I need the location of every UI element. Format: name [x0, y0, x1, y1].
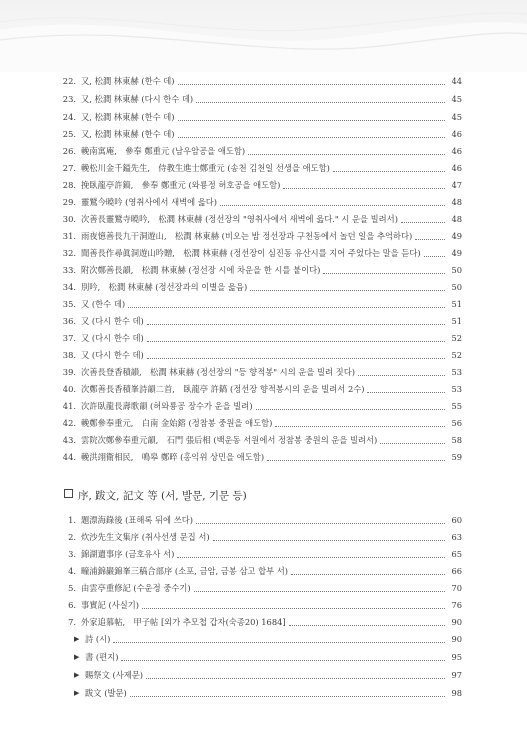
dot-leader	[147, 340, 445, 342]
dot-leader	[289, 624, 445, 626]
entry-title: 次許臥龍長壽歌韻 (허와룡공 장수가 운을 빌려)	[81, 401, 253, 411]
entry-number: 6.	[68, 600, 76, 610]
toc-entry	[58, 212, 462, 227]
entry-title: 次鄭善長香積峯詩韻二首, 臥龍亭 許鎬 (정선장 향적봉시의 운을 빌려서 2수)	[81, 384, 365, 394]
entry-title: 炊沙先生文集序 (취사선생 문집 서)	[81, 532, 210, 542]
dot-leader	[283, 187, 445, 189]
toc-entry	[58, 547, 462, 562]
entry-page: 48	[451, 197, 462, 207]
entry-page: 53	[451, 367, 462, 377]
entry-page: 47	[451, 180, 462, 190]
entry-title: 又, 松澗 林東赫 (한수 데)	[81, 112, 175, 122]
entry-title: 輓鄭參奉重元, 白南 金始鎔 (정참봉 중원을 애도함)	[81, 418, 273, 428]
dot-leader	[194, 590, 445, 592]
dot-leader	[424, 255, 445, 257]
dot-leader	[367, 391, 445, 393]
entry-number: 38.	[62, 350, 76, 360]
entry-page: 49	[451, 231, 462, 241]
dot-leader	[142, 607, 445, 609]
entry-title: 又 (다시 한수 데)	[81, 333, 144, 343]
section-title: 序, 跋文, 記文 等 (서, 발문, 기문 등)	[78, 490, 247, 502]
entry-number: 3.	[68, 549, 76, 559]
subentry-page: 90	[451, 634, 462, 644]
dot-leader	[323, 272, 445, 274]
entry-title: 次善長靈鷲寺曉吟, 松澗 林東赫 (정선장의 "영취사에서 새벽에 읊다." 시 운을 빌려서)	[81, 214, 398, 224]
entry-title: 題漂海錄後 (표해록 뒤에 쓰다)	[81, 515, 193, 525]
entry-title: 又 (다시 한수 데)	[81, 350, 144, 360]
entry-title: 輓松川金千鎰先生, 侍教生進士鄭重元 (송천 김천일 선생을 애도함)	[81, 163, 330, 173]
subentry-title: 詩 (시)	[85, 634, 111, 644]
entry-page: 48	[451, 214, 462, 224]
entry-page: 50	[451, 282, 462, 292]
entry-page: 76	[451, 600, 462, 610]
triangle-bullet-icon: ▶	[74, 635, 80, 643]
entry-title: 事實記 (사실기)	[81, 600, 140, 610]
entry-page: 51	[451, 299, 462, 309]
entry-title: 又, 松澗 林東赫 (다시 한수 데)	[81, 94, 194, 104]
entry-page: 52	[451, 333, 462, 343]
entry-number: 37.	[62, 333, 76, 343]
triangle-bullet-icon: ▶	[74, 671, 80, 679]
entry-number: 34.	[62, 282, 76, 292]
entry-number: 41.	[62, 401, 76, 411]
subentry-title: 賜祭文 (사제문)	[85, 670, 144, 680]
entry-page: 44	[451, 76, 462, 86]
triangle-bullet-icon: ▶	[74, 653, 80, 661]
entry-number: 42.	[62, 418, 76, 428]
entry-number: 32.	[62, 248, 76, 258]
entry-title: 靈鷲今曉吟 (영취사에서 새벽에 읊다)	[81, 197, 218, 207]
entry-title: 輓洪翊衛相民, 鳴皋 鄭晬 (홍익위 상민을 애도함)	[81, 452, 265, 462]
entry-title: 雨夜憶善長九干洞遊山, 松澗 林東赫 (비오는 밤 정선장과 구천동에서 놀던 일을 추억하다)	[81, 231, 413, 241]
entry-number: 36.	[62, 316, 76, 326]
toc-entry	[58, 195, 462, 210]
entry-number: 25.	[62, 129, 76, 139]
dot-leader	[130, 695, 445, 697]
toc-entry	[58, 110, 462, 125]
entry-number: 7.	[68, 617, 76, 627]
entry-page: 51	[451, 316, 462, 326]
toc-entry	[58, 581, 462, 596]
entry-title: 由雲亭重修記 (수운정 중수기)	[81, 583, 191, 593]
entry-number: 31.	[62, 231, 76, 241]
toc-entry	[58, 564, 462, 579]
toc-entry	[58, 178, 462, 193]
entry-title: 附次鄭善長韻, 松澗 林東赫 (정선장 시에 차운을 한 시를 붙이다)	[81, 265, 321, 275]
entry-number: 35.	[62, 299, 76, 309]
entry-title: 外家追慕帖, 甲子帖 [외가 추모첩 갑자(숙종20) 1684]	[81, 617, 286, 627]
entry-page: 50	[451, 265, 462, 275]
dot-leader	[333, 170, 445, 172]
entry-page: 53	[451, 384, 462, 394]
dot-leader	[415, 238, 445, 240]
entry-page: 46	[451, 146, 462, 156]
entry-title: 別吟, 松澗 林東赫 (정선장과의 이별을 읊음)	[81, 282, 248, 292]
entry-number: 39.	[62, 367, 76, 377]
entry-title: 又 (다시 한수 데)	[81, 316, 144, 326]
toc-entry	[58, 598, 462, 613]
dot-leader	[146, 677, 445, 679]
dot-leader	[291, 573, 445, 575]
entry-number: 28.	[62, 180, 76, 190]
dot-leader	[256, 408, 445, 410]
toc-entry	[58, 513, 462, 528]
toc-entry	[58, 92, 462, 107]
entry-number: 24.	[62, 112, 76, 122]
toc-entry	[58, 314, 462, 329]
entry-page: 66	[451, 566, 462, 576]
toc-subentry	[74, 650, 462, 665]
entry-number: 23.	[62, 94, 76, 104]
toc-entry	[58, 615, 462, 630]
entry-title: 又 (한수 데)	[81, 299, 126, 309]
toc-entry	[58, 263, 462, 278]
entry-title: 疃浦錦巖錦峯三稿合部序 (소포, 금암, 금봉 삼고 합부 서)	[81, 566, 289, 576]
dot-leader	[178, 83, 446, 85]
subentry-page: 95	[451, 652, 462, 662]
toc-entry	[58, 365, 462, 380]
entry-page: 63	[451, 532, 462, 542]
entry-title: 聞善長作尋眞洞遊山吟贈, 松澗 林東赫 (정선장이 심진동 유산시를 지어 주었다는 말을 듣다)	[81, 248, 421, 258]
subentry-page: 97	[451, 670, 462, 680]
dot-leader	[358, 374, 445, 376]
toc-entry	[58, 297, 462, 312]
entry-page: 45	[451, 112, 462, 122]
entry-page: 58	[451, 435, 462, 445]
entry-title: 輓南寓庵, 參奉 鄭重元 (남우암공을 애도함)	[81, 146, 246, 156]
toc-entry	[58, 348, 462, 363]
toc-entry	[58, 382, 462, 397]
entry-page: 49	[451, 248, 462, 258]
toc-subentry	[74, 632, 462, 647]
entry-title: 雲院次鄭參奉重元韻, 石門 張后相 (백운동 서원에서 정참봉 중원의 운을 빌려서)	[81, 435, 378, 445]
entry-number: 22.	[62, 76, 76, 86]
entry-page: 70	[451, 583, 462, 593]
entry-title: 又, 松澗 林東赫 (한수 데)	[81, 76, 175, 86]
entry-page: 46	[451, 163, 462, 173]
dot-leader	[178, 136, 446, 138]
entry-title: 次善長登香積韻, 松澗 林東赫 (정선장의 "등 향적봉" 시의 운을 빌려 짓다)	[81, 367, 355, 377]
entry-page: 90	[451, 617, 462, 627]
toc-entry	[58, 280, 462, 295]
entry-page: 46	[451, 129, 462, 139]
entry-number: 40.	[62, 384, 76, 394]
entry-number: 2.	[68, 532, 76, 542]
dot-leader	[196, 101, 445, 103]
toc-entry	[58, 530, 462, 545]
toc-entry	[58, 450, 462, 465]
entry-number: 27.	[62, 163, 76, 173]
section-heading	[64, 488, 247, 504]
dot-leader	[401, 221, 445, 223]
entry-number: 30.	[62, 214, 76, 224]
toc-subentry	[74, 686, 462, 701]
entry-title: 又, 松澗 林東赫 (한수 데)	[81, 129, 175, 139]
dot-leader	[128, 306, 445, 308]
subentry-title: 跋文 (발문)	[85, 688, 127, 698]
entry-page: 56	[451, 418, 462, 428]
toc-entry	[58, 433, 462, 448]
entry-number: 26.	[62, 146, 76, 156]
toc-subentry	[74, 668, 462, 683]
dot-leader	[220, 204, 445, 206]
entry-page: 45	[451, 94, 462, 104]
subentry-title: 書 (편지)	[85, 652, 119, 662]
entry-page: 55	[451, 401, 462, 411]
dot-leader	[177, 556, 445, 558]
toc-entry	[58, 331, 462, 346]
dot-leader	[196, 522, 445, 524]
entry-number: 33.	[62, 265, 76, 275]
toc-entry	[58, 74, 462, 89]
entry-number: 5.	[68, 583, 76, 593]
toc-entry	[58, 144, 462, 159]
dot-leader	[250, 289, 445, 291]
dot-leader	[380, 442, 445, 444]
entry-number: 29.	[62, 197, 76, 207]
dot-leader	[178, 119, 446, 121]
subentry-page: 98	[451, 688, 462, 698]
toc-entry	[58, 416, 462, 431]
entry-page: 59	[451, 452, 462, 462]
dot-leader	[248, 153, 445, 155]
entry-number: 44.	[62, 452, 76, 462]
entry-number: 4.	[68, 566, 76, 576]
dot-leader	[147, 357, 445, 359]
dot-leader	[275, 425, 445, 427]
toc-entry	[58, 246, 462, 261]
toc-entry	[58, 127, 462, 142]
dot-leader	[147, 323, 445, 325]
toc-entry	[58, 399, 462, 414]
entry-title: 挽臥龍亭許鎬, 參奉 鄭重元 (와룡정 허호공을 애도함)	[81, 180, 281, 190]
toc-entry	[58, 161, 462, 176]
square-bullet-icon	[64, 489, 73, 498]
entry-number: 1.	[68, 515, 76, 525]
entry-title: 錦湖遺事序 (금호유사 서)	[81, 549, 175, 559]
entry-page: 60	[451, 515, 462, 525]
entry-page: 65	[451, 549, 462, 559]
triangle-bullet-icon: ▶	[74, 689, 80, 697]
toc-entry	[58, 229, 462, 244]
entry-page: 52	[451, 350, 462, 360]
dot-leader	[267, 459, 445, 461]
dot-leader	[213, 539, 445, 541]
dot-leader	[113, 641, 445, 643]
entry-number: 43.	[62, 435, 76, 445]
dot-leader	[121, 659, 445, 661]
